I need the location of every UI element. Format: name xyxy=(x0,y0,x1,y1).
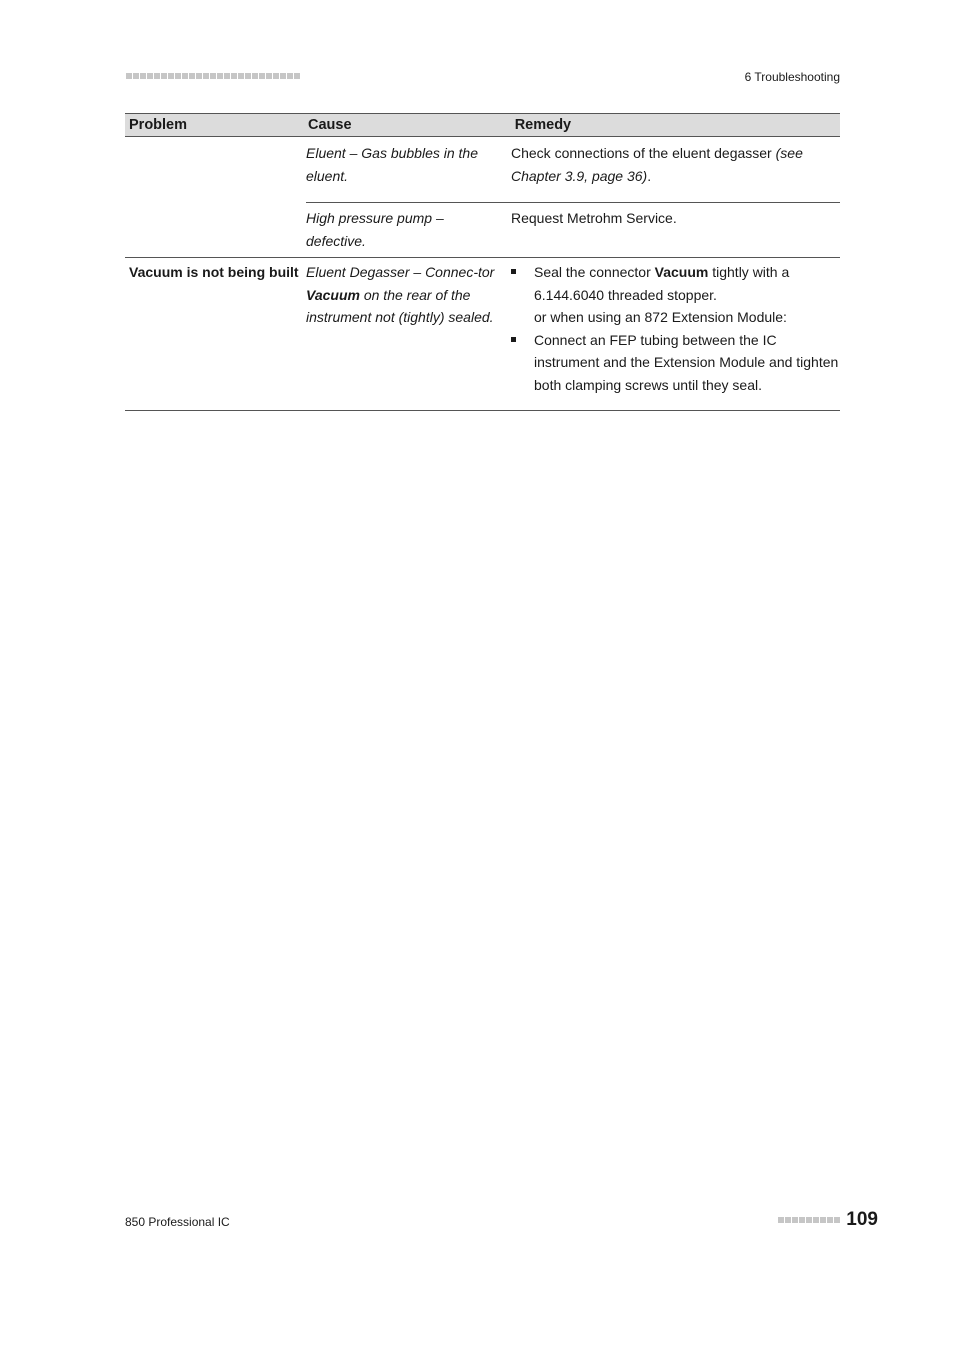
cause-cell: High pressure pump – defective. xyxy=(306,210,444,249)
cross-reference-link[interactable]: (see Chapter 3.9, page 36) xyxy=(511,145,803,184)
chapter-heading: 6 Troubleshooting xyxy=(744,70,840,84)
cause-cell xyxy=(306,261,511,396)
bullet-square-icon xyxy=(511,269,516,274)
bullet-text: Connect an FEP tubing between the IC instrument and the Extension Module and tighten both clamping screws until they seal. xyxy=(534,331,839,393)
column-header-remedy: Remedy xyxy=(514,117,572,133)
table-row xyxy=(125,258,840,411)
problem-cell: Vacuum is not being built xyxy=(129,264,299,280)
troubleshooting-table xyxy=(125,113,840,411)
cause-text: on the rear of the instrument not (tightly) sealed. xyxy=(306,286,494,325)
remedy-text: Check connections of the eluent degasser xyxy=(511,145,776,161)
cause-text: Eluent Degasser – Connec-tor xyxy=(306,264,495,280)
remedy-bullet-list xyxy=(511,261,840,396)
table-subrow xyxy=(306,203,840,257)
column-header-problem: Problem xyxy=(129,117,188,133)
footer-decoration-dots xyxy=(778,1217,840,1223)
cause-cell: Eluent – Gas bubbles in the eluent. xyxy=(306,145,479,184)
remedy-cell xyxy=(511,261,840,396)
bullet-square-icon xyxy=(511,337,516,342)
table-subrow xyxy=(306,137,840,203)
bullet-continuation: or when using an 872 Extension Module: xyxy=(534,309,787,325)
remedy-end: . xyxy=(647,167,652,184)
bullet-bold-term: Vacuum xyxy=(654,264,709,280)
subrow-group xyxy=(306,137,840,257)
table-header xyxy=(125,113,840,137)
page-number: 109 xyxy=(846,1209,878,1230)
footer-page xyxy=(778,1209,878,1231)
list-item xyxy=(511,329,840,397)
header-decoration-dots xyxy=(126,73,300,79)
column-header-cause: Cause xyxy=(308,117,352,133)
footer-product-name: 850 Professional IC xyxy=(125,1215,230,1229)
remedy-cell xyxy=(511,142,840,187)
problem-cell xyxy=(125,137,306,257)
cause-connector-name: Vacuum xyxy=(306,286,360,303)
bullet-text: tightly with a 6.144.6040 threaded stopper. xyxy=(534,264,790,303)
remedy-cell: Request Metrohm Service. xyxy=(511,210,677,226)
table-row xyxy=(125,137,840,258)
bullet-text: Seal the connector xyxy=(534,264,655,280)
list-item xyxy=(511,261,840,329)
